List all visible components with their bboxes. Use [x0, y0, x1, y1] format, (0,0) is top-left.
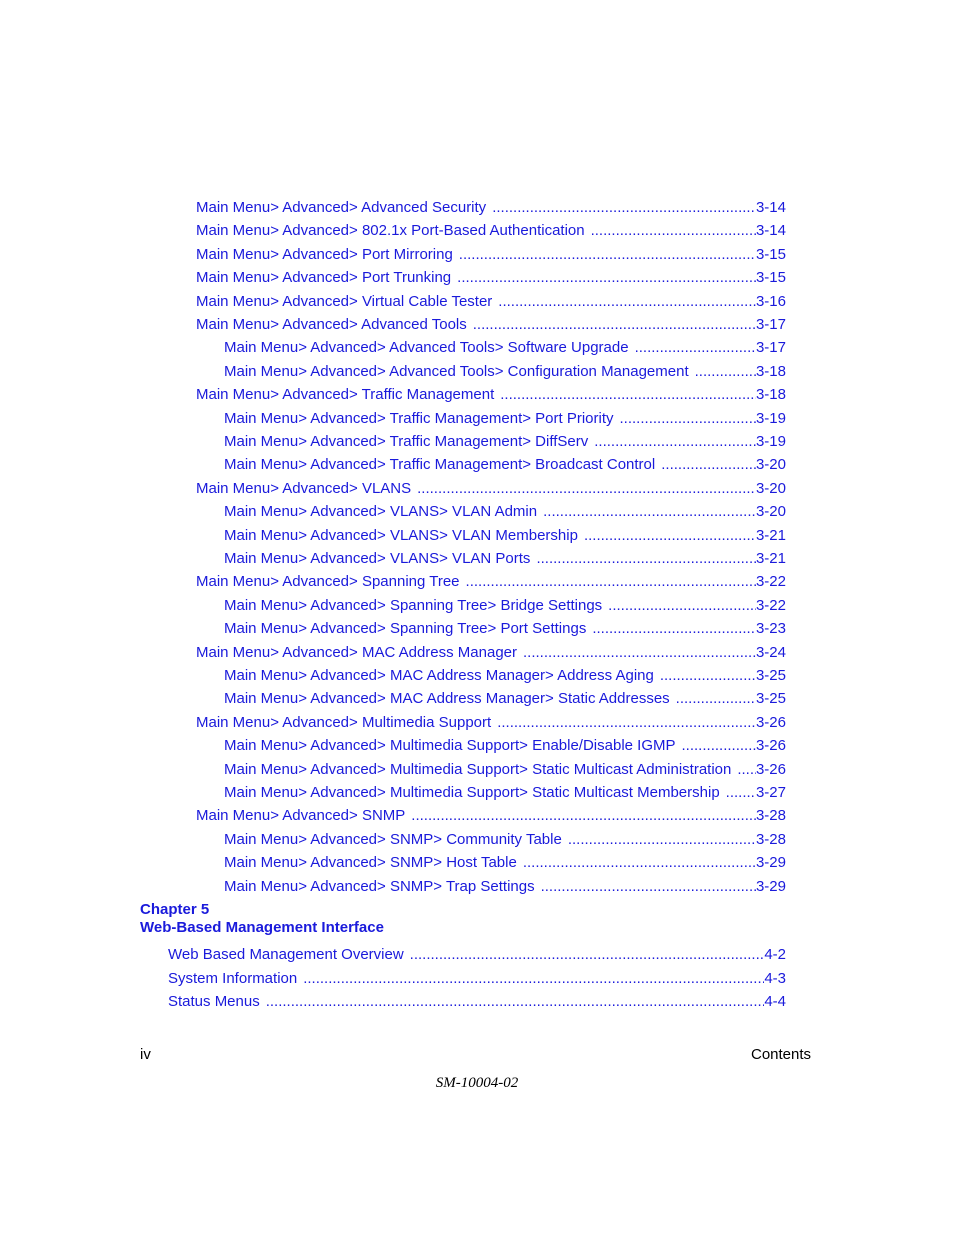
- toc-entry-page[interactable]: 3-27: [755, 784, 786, 801]
- toc-entry-page[interactable]: 3-18: [755, 362, 786, 380]
- dot-leader: [536, 550, 756, 568]
- toc-entry-page[interactable]: 4-4: [764, 993, 786, 1010]
- toc-entry[interactable]: [196, 644, 786, 662]
- toc-entry-title[interactable]: Main Menu> Advanced> VLANS> VLAN Membership: [224, 526, 578, 544]
- dot-leader: [608, 597, 756, 615]
- dot-leader: [584, 527, 756, 545]
- dot-leader: [594, 433, 756, 451]
- dot-leader: [459, 246, 756, 264]
- footer-page-number: iv: [140, 1046, 151, 1063]
- dot-leader: [410, 946, 765, 964]
- toc-entry[interactable]: [224, 597, 786, 615]
- toc-entry-title[interactable]: Main Menu> Advanced> Multimedia Support> Static Multicast Administration: [224, 760, 732, 778]
- dot-leader: [620, 410, 756, 428]
- toc-entry-title[interactable]: Main Menu> Advanced> SNMP> Host Table: [224, 854, 517, 872]
- dot-leader: [695, 363, 756, 381]
- toc-entry-page[interactable]: 3-17: [755, 339, 786, 357]
- toc-entry[interactable]: [224, 456, 786, 474]
- toc-entry-title[interactable]: Main Menu> Advanced> MAC Address Manager> Address Aging: [224, 667, 654, 684]
- toc-entry[interactable]: [196, 316, 786, 334]
- toc-entry[interactable]: [224, 761, 786, 779]
- toc-entry[interactable]: [196, 222, 786, 240]
- toc-entry-title[interactable]: Main Menu> Advanced> Advanced Tools> Configuration Management: [224, 362, 689, 380]
- toc-entry-page[interactable]: 3-26: [755, 760, 786, 778]
- dot-leader: [543, 503, 756, 521]
- toc-entry[interactable]: [224, 620, 786, 638]
- toc-entry-title[interactable]: Main Menu> Advanced> Spanning Tree: [196, 573, 460, 591]
- toc-entry[interactable]: [224, 878, 786, 896]
- dot-leader: [592, 620, 756, 638]
- toc-entry-title[interactable]: Main Menu> Advanced> Multimedia Support: [196, 713, 492, 731]
- toc-entry-title[interactable]: Main Menu> Advanced> Spanning Tree> Bridge Settings: [224, 596, 603, 614]
- toc-entry-title[interactable]: Main Menu> Advanced> Traffic Management: [196, 386, 495, 404]
- dot-leader: [303, 970, 764, 988]
- toc-entry-page[interactable]: 3-28: [755, 807, 786, 825]
- toc-entry[interactable]: [168, 970, 786, 988]
- dot-leader: [737, 761, 756, 779]
- toc-entry[interactable]: [196, 807, 786, 825]
- toc-entry[interactable]: [168, 946, 786, 964]
- toc-entry[interactable]: [196, 714, 786, 732]
- dot-leader: [591, 222, 756, 240]
- dot-leader: [457, 269, 756, 287]
- toc-entry-page[interactable]: 3-29: [755, 877, 786, 895]
- toc-entry[interactable]: [224, 410, 786, 428]
- document-number: SM-10004-02: [435, 1075, 519, 1091]
- toc-entry-page[interactable]: 4-2: [764, 946, 786, 963]
- toc-entry-title[interactable]: Main Menu> Advanced> MAC Address Manager: [196, 643, 518, 661]
- dot-leader: [568, 831, 756, 849]
- toc-entry[interactable]: [196, 199, 786, 217]
- toc-entry-title[interactable]: Main Menu> Advanced> SNMP> Community Table: [224, 830, 562, 848]
- toc-entry-title[interactable]: Main Menu> Advanced> Advanced Tools: [196, 316, 467, 333]
- toc-entry[interactable]: [224, 737, 786, 755]
- footer-section: Contents: [751, 1046, 812, 1063]
- dot-leader: [661, 456, 756, 474]
- toc-entry-title[interactable]: Status Menus: [168, 993, 260, 1010]
- toc-entry[interactable]: [224, 854, 786, 872]
- toc-entry-title[interactable]: Main Menu> Advanced> Traffic Management> Port Priority: [224, 409, 614, 427]
- dot-leader: [726, 784, 756, 802]
- dot-leader: [497, 714, 756, 732]
- toc-entry-page[interactable]: 3-20: [755, 503, 786, 521]
- toc-entry-page[interactable]: 3-20: [755, 479, 786, 497]
- toc-entry-title[interactable]: Main Menu> Advanced> VLANS> VLAN Admin: [224, 503, 538, 521]
- toc-entry-title[interactable]: Main Menu> Advanced> Multimedia Support> Static Multicast Membership: [224, 784, 720, 801]
- toc-entry-page[interactable]: 3-14: [755, 222, 786, 240]
- dot-leader: [266, 993, 765, 1011]
- dot-leader: [523, 854, 756, 872]
- toc-entry-title[interactable]: Main Menu> Advanced> Traffic Management> Broadcast Control: [224, 456, 656, 474]
- dot-leader: [411, 807, 756, 825]
- toc-entry-page[interactable]: 3-25: [755, 667, 786, 684]
- toc-entry[interactable]: [196, 573, 786, 591]
- toc-entry[interactable]: [168, 993, 786, 1011]
- dot-leader: [541, 878, 756, 896]
- dot-leader: [492, 199, 756, 217]
- toc-entry[interactable]: [196, 269, 786, 287]
- toc-entry[interactable]: [196, 386, 786, 404]
- toc-entry[interactable]: [224, 433, 786, 451]
- toc-entry-title[interactable]: Main Menu> Advanced> Traffic Management> DiffServ: [224, 433, 589, 450]
- toc-entry-title[interactable]: Main Menu> Advanced> Port Trunking: [196, 269, 452, 287]
- dot-leader: [682, 737, 756, 755]
- toc-entry[interactable]: [224, 667, 786, 685]
- toc-entry[interactable]: [224, 527, 786, 545]
- toc-entry-page[interactable]: 3-22: [755, 573, 786, 591]
- toc-entry-title[interactable]: Main Menu> Advanced> Port Mirroring: [196, 245, 453, 263]
- toc-entry-page[interactable]: 3-26: [755, 737, 786, 755]
- toc-entry-page[interactable]: 3-21: [755, 526, 786, 544]
- toc-entry-page[interactable]: 3-14: [755, 199, 786, 216]
- toc-entry-page[interactable]: 3-23: [755, 620, 786, 638]
- toc-entry-page[interactable]: 3-19: [755, 433, 786, 450]
- toc-entry[interactable]: [224, 784, 786, 802]
- toc-entry-title[interactable]: Main Menu> Advanced> Advanced Security: [196, 199, 487, 216]
- dot-leader: [635, 339, 756, 357]
- toc-entry-page[interactable]: 3-16: [755, 292, 786, 310]
- toc-entry-page[interactable]: 3-21: [755, 550, 786, 567]
- toc-entry[interactable]: [224, 550, 786, 568]
- toc-entry-title[interactable]: Main Menu> Advanced> 802.1x Port-Based Authentication: [196, 222, 585, 240]
- toc-entry-page[interactable]: 3-26: [755, 713, 786, 731]
- dot-leader: [498, 293, 756, 311]
- toc-entry-title[interactable]: Main Menu> Advanced> Spanning Tree> Port Settings: [224, 620, 587, 638]
- chapter-title[interactable]: Web-Based Management Interface: [140, 919, 384, 936]
- toc-entry-page[interactable]: 3-28: [755, 830, 786, 848]
- toc-entry-title[interactable]: Main Menu> Advanced> VLANS: [196, 479, 412, 497]
- toc-entry[interactable]: [224, 339, 786, 357]
- toc-entry[interactable]: [196, 293, 786, 311]
- toc-entry-page[interactable]: 3-25: [755, 690, 786, 708]
- toc-entry[interactable]: [224, 503, 786, 521]
- toc-entry-page[interactable]: 3-29: [755, 854, 786, 872]
- dot-leader: [660, 667, 756, 685]
- toc-entry[interactable]: [224, 690, 786, 708]
- chapter-number[interactable]: Chapter 5: [140, 901, 210, 918]
- toc-entry-page[interactable]: 3-15: [755, 245, 786, 263]
- dot-leader: [473, 316, 756, 334]
- toc-entry[interactable]: [196, 246, 786, 264]
- toc-entry[interactable]: [224, 831, 786, 849]
- toc-entry[interactable]: [224, 363, 786, 381]
- toc-entry-title[interactable]: Web Based Management Overview: [168, 946, 404, 963]
- dot-leader: [417, 480, 756, 498]
- toc-entry-title[interactable]: System Information: [168, 969, 298, 987]
- dot-leader: [500, 386, 756, 404]
- dot-leader: [466, 573, 756, 591]
- toc-entry-page[interactable]: 3-22: [755, 596, 786, 614]
- toc-entry-page[interactable]: 3-15: [755, 269, 786, 287]
- dot-leader: [676, 690, 756, 708]
- toc-entry[interactable]: [196, 480, 786, 498]
- toc-entry-title[interactable]: Main Menu> Advanced> Advanced Tools> Software Upgrade: [224, 339, 629, 357]
- toc-entry-title[interactable]: Main Menu> Advanced> Virtual Cable Tester: [196, 292, 493, 310]
- toc-entry-page[interactable]: 4-3: [764, 969, 786, 987]
- toc-entry-title[interactable]: Main Menu> Advanced> MAC Address Manager> Static Addresses: [224, 690, 670, 708]
- toc-entry-title[interactable]: Main Menu> Advanced> SNMP: [196, 807, 406, 825]
- toc-entry-title[interactable]: Main Menu> Advanced> Multimedia Support> Enable/Disable IGMP: [224, 737, 676, 755]
- toc-entry-page[interactable]: 3-24: [755, 643, 786, 661]
- toc-entry-title[interactable]: Main Menu> Advanced> VLANS> VLAN Ports: [224, 550, 531, 567]
- toc-entry-page[interactable]: 3-17: [755, 316, 786, 333]
- dot-leader: [523, 644, 756, 662]
- toc-entry-page[interactable]: 3-19: [755, 409, 786, 427]
- toc-entry-title[interactable]: Main Menu> Advanced> SNMP> Trap Settings: [224, 877, 535, 895]
- toc-entry-page[interactable]: 3-20: [755, 456, 786, 474]
- toc-entry-page[interactable]: 3-18: [755, 386, 786, 404]
